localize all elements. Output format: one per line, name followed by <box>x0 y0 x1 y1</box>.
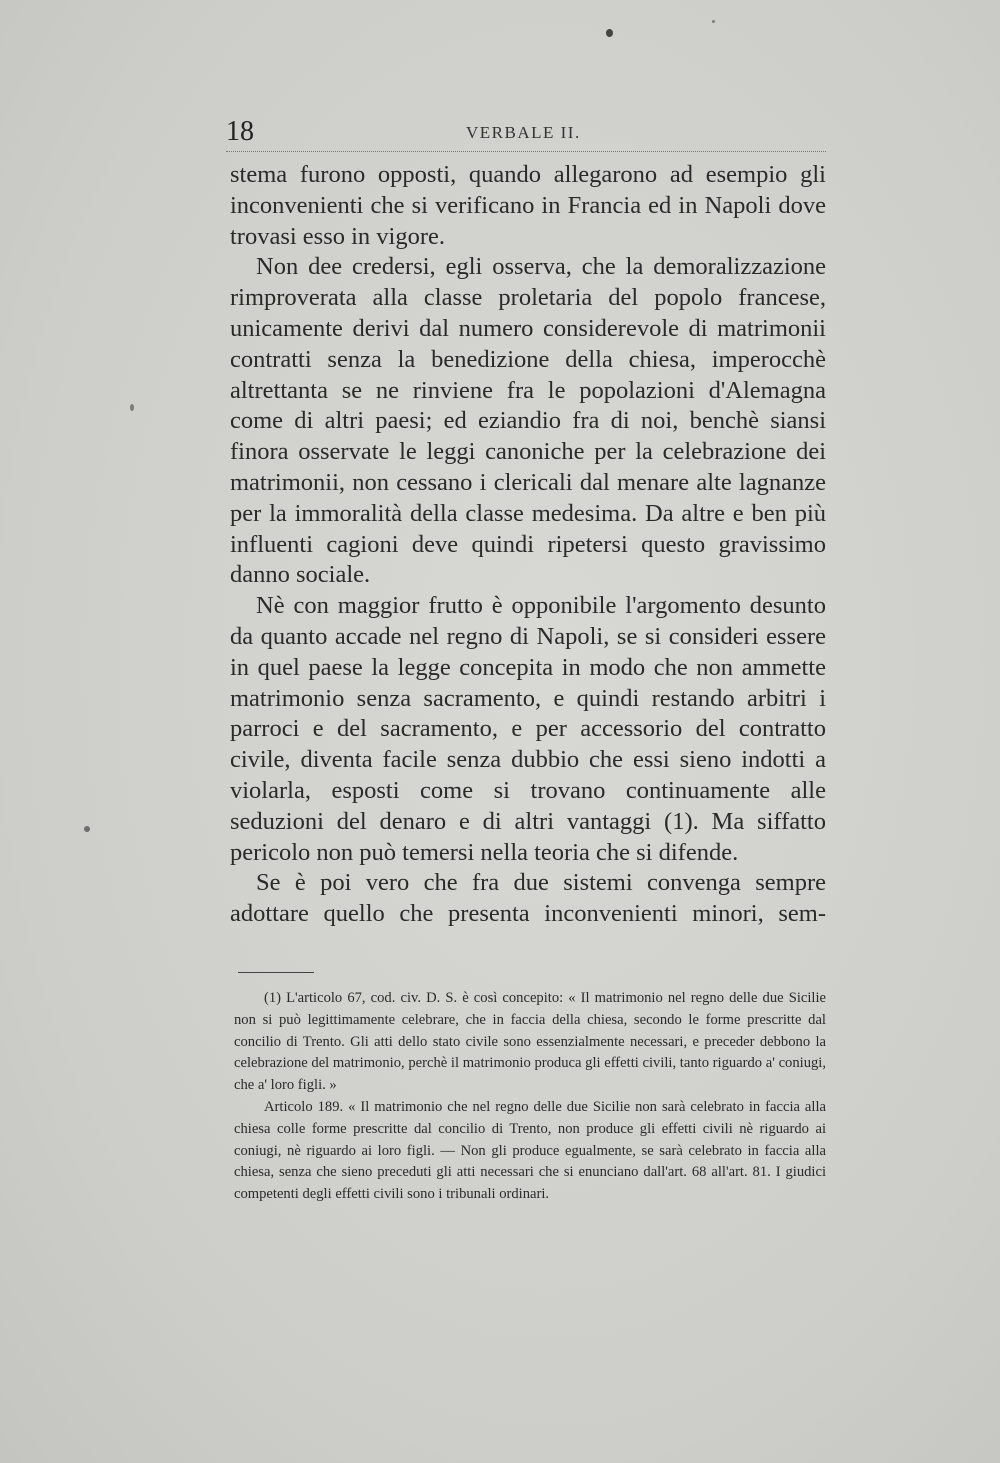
main-text <box>230 160 826 930</box>
ink-speck <box>84 826 90 832</box>
running-title: VERBALE II. <box>466 123 581 142</box>
ink-speck <box>606 29 613 37</box>
paragraph: Nè con maggior frutto è opponibile l'argomento desunto da quanto accade nel regno di Napoli, se si consideri essere in quel paese la legge concepita in modo che non ammette matrimonio senza sacramento, e quindi restando arbitri i parroci e del sacramento, e per accessorio del contratto civile, diventa facile senza dubbio che essi sieno indotti a violarla, esposti come si trovano continuamente alle seduzioni del denaro e di altri vantaggi (1). Ma siffatto pericolo non può temersi nella teoria che si difende. <box>230 592 826 866</box>
paragraph: Se è poi vero che fra due sistemi convenga sempre adottare quello che presenta inconvenienti minori, sem- <box>230 869 826 928</box>
ink-speck <box>130 404 134 411</box>
footnote-rule <box>238 972 314 973</box>
ink-speck <box>712 20 715 23</box>
footnote: Articolo 189. « Il matrimonio che nel regno delle due Sicilie non sarà celebrato in faccia alla chiesa colle forme prescritte dal concilio di Trento, non produce gli effetti civili nè riguardo ai coniugi, nè riguardo ai loro figli. — Non gli produce egualmente, se sarà celebrato in faccia alla chiesa, senza che sieno preceduti gli atti necessari che si enunciano dall'art. 68 all'art. 81. I giudici competenti degli effetti civili sono i tribunali ordinari. <box>234 1098 826 1203</box>
footnote: (1) L'articolo 67, cod. civ. D. S. è così concepito: « Il matrimonio nel regno delle due Sicilie non si può legittimamente celebrare, che in faccia della chiesa, secondo le forme prescritte dal concilio di Trento. Gli atti dello stato civile sono essenzialmente necessari, e preceder debbono la celebrazione del matrimonio, perchè il matrimonio produca gli effetti civili, tanto riguardo a' coniugi, che a' loro figli. » <box>234 990 826 1094</box>
footnotes <box>234 988 826 1206</box>
paragraph: Non dee credersi, egli osserva, che la demoralizzazione rimproverata alla classe proletaria del popolo francese, unicamente derivi dal numero considerevole di matrimonii contratti senza la benedizione della chiesa, imperocchè altrettanta se ne rinviene fra le popolazioni d'Alemagna come di altri paesi; ed eziandio fra di noi, benchè siansi finora osservate le leggi canoniche per la celebrazione dei matrimonii, non cessano i clericali dal menare alte lagnanze per la immoralità della classe medesima. Da altre e ben più influenti cagioni deve quindi ripetersi questo gravissimo danno sociale. <box>230 253 826 589</box>
running-head <box>226 117 826 152</box>
paragraph: stema furono opposti, quando allegarono ad esempio gli inconvenienti che si verificano in Francia ed in Napoli dove trovasi esso in vigore. <box>230 161 826 250</box>
page-number: 18 <box>226 116 254 147</box>
